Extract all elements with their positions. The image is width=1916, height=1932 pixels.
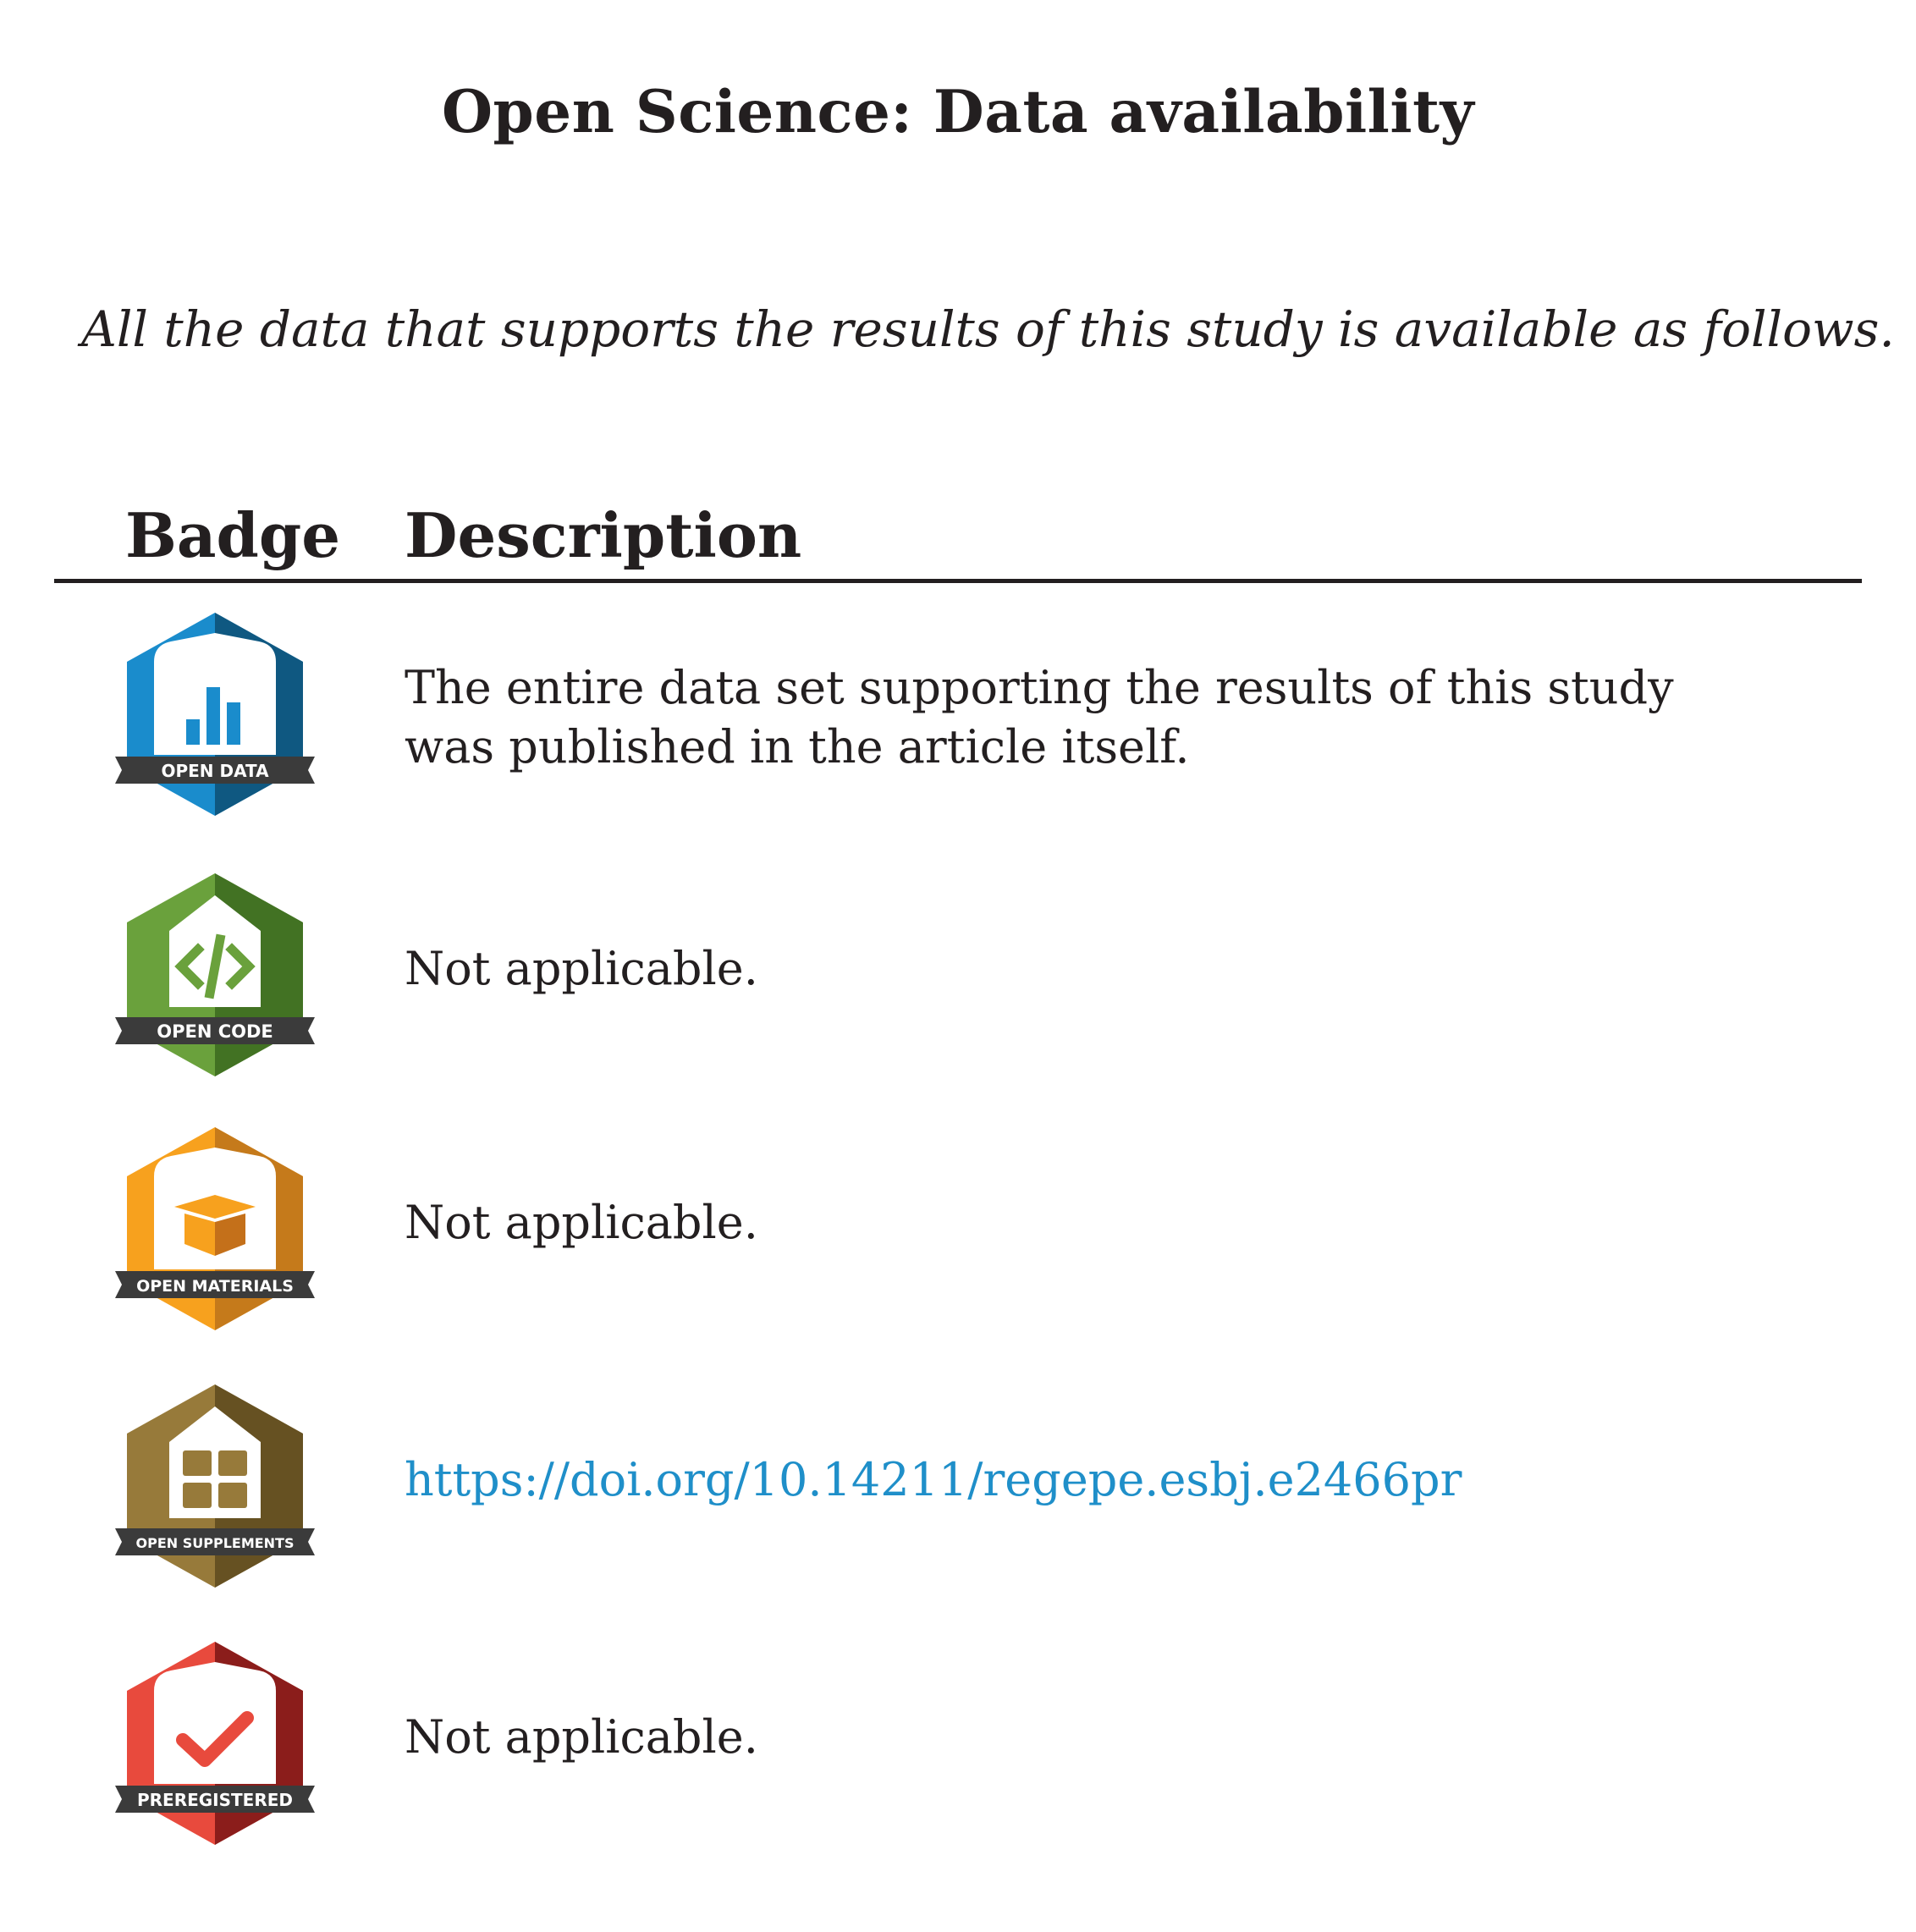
open-code-badge bbox=[112, 872, 318, 1078]
description-column-header: Description bbox=[405, 499, 802, 571]
preregistered-badge-graphic bbox=[112, 1640, 318, 1847]
page-title: Open Science: Data availability bbox=[441, 78, 1475, 146]
open-code-badge-graphic bbox=[112, 872, 318, 1078]
open-supplements-badge-graphic bbox=[112, 1383, 318, 1589]
row-description: Not applicable. bbox=[405, 1196, 758, 1249]
svg-text:OPEN SUPPLEMENTS: OPEN SUPPLEMENTS bbox=[135, 1535, 295, 1551]
header-rule bbox=[54, 579, 1862, 583]
row-description: Not applicable. bbox=[405, 942, 758, 995]
open-supplements-badge bbox=[112, 1383, 318, 1589]
svg-text:OPEN MATERIALS: OPEN MATERIALS bbox=[136, 1277, 294, 1296]
row-description: Not applicable. bbox=[405, 1710, 758, 1764]
preregistered-badge bbox=[112, 1640, 318, 1847]
supplements-doi-link[interactable]: https://doi.org/10.14211/regepe.esbj.e2466pr bbox=[405, 1453, 1462, 1506]
open-materials-badge-graphic bbox=[112, 1126, 318, 1332]
row-description: The entire data set supporting the results of this study was published in the article itself. bbox=[405, 661, 1674, 773]
open-data-badge bbox=[112, 611, 318, 817]
svg-text:PREREGISTERED: PREREGISTERED bbox=[136, 1790, 294, 1810]
badge-column-header: Badge bbox=[125, 499, 341, 571]
open-data-badge-graphic bbox=[112, 611, 318, 817]
svg-text:OPEN CODE: OPEN CODE bbox=[157, 1021, 273, 1042]
svg-text:OPEN DATA: OPEN DATA bbox=[161, 761, 269, 781]
open-materials-badge bbox=[112, 1126, 318, 1332]
intro-text: All the data that supports the results of this study is available as follows. bbox=[81, 300, 1895, 358]
